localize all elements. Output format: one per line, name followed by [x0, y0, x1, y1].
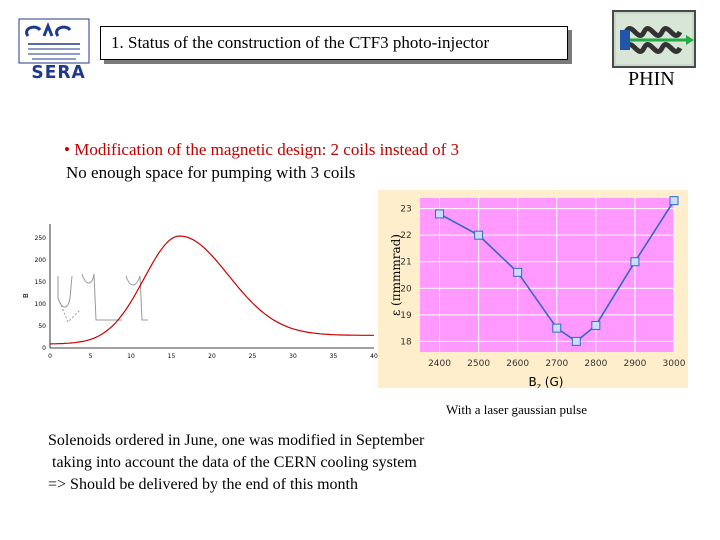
field-profile-curve	[50, 236, 374, 344]
y-tick-label: 19	[400, 310, 412, 321]
chart-caption: With a laser gaussian pulse	[446, 402, 587, 417]
field-x-tick-label: 10	[127, 353, 135, 360]
note-delivery: => Should be delivered by the end of this month	[48, 476, 358, 493]
phin-label: PHIN	[628, 68, 675, 90]
field-y-tick-label: 200	[34, 257, 46, 264]
emittance-chart	[378, 190, 688, 388]
field-x-tick-label: 25	[248, 353, 257, 360]
data-point	[670, 197, 678, 205]
field-x-tick-label: 20	[208, 353, 216, 360]
note-cooling: taking into account the data of the CERN cooling system	[48, 454, 417, 471]
field-y-tick-label: 250	[34, 235, 46, 242]
data-point	[514, 268, 522, 276]
y-tick-label: 21	[400, 257, 412, 268]
data-point	[592, 321, 600, 329]
field-y-tick-label: 0	[42, 345, 46, 352]
x-tick-label: 3000	[662, 359, 686, 369]
field-x-tick-label: 0	[48, 353, 52, 360]
bullet-pumping-space: No enough space for pumping with 3 coils	[66, 163, 356, 182]
note-ordered: Solenoids ordered in June, one was modified in September	[48, 432, 425, 449]
data-point	[475, 231, 483, 239]
x-tick-label: 2600	[506, 359, 530, 369]
x-axis-label: $B_z$ (G)	[528, 375, 564, 388]
sera-logo-text: SERA	[31, 62, 86, 83]
phin-logo	[612, 10, 696, 68]
x-tick-label: 2700	[545, 359, 569, 369]
plot-area	[420, 198, 674, 352]
lal-logo	[18, 18, 90, 64]
y-tick-label: 22	[400, 231, 412, 242]
field-x-tick-label: 5	[88, 353, 93, 360]
field-y-tick-label: 50	[38, 323, 46, 330]
field-x-tick-label: 40	[370, 353, 378, 360]
data-point	[631, 258, 639, 266]
field-profile-plot	[22, 214, 382, 384]
field-y-axis-label: B	[22, 293, 30, 298]
field-x-tick-label: 30	[289, 353, 297, 360]
y-axis-label: ε (πmmmrad)	[389, 234, 403, 316]
y-tick-label: 20	[400, 284, 412, 295]
slide-title: 1. Status of the construction of the CTF3 photo-injector	[111, 33, 490, 52]
y-tick-label: 23	[400, 204, 412, 215]
field-x-tick-label: 35	[329, 353, 338, 360]
field-y-tick-label: 100	[34, 301, 46, 308]
field-x-tick-label: 15	[167, 353, 176, 360]
field-y-tick-label: 150	[34, 279, 46, 286]
title-box	[100, 26, 568, 60]
x-tick-label: 2800	[584, 359, 608, 369]
x-tick-label: 2900	[623, 359, 647, 369]
data-point	[572, 337, 580, 345]
bullet-magnetic-design: • Modification of the magnetic design: 2 coils instead of 3	[64, 140, 459, 159]
y-tick-label: 18	[400, 337, 412, 348]
x-tick-label: 2500	[467, 359, 491, 369]
data-point	[553, 324, 561, 332]
x-tick-label: 2400	[428, 359, 451, 369]
data-point	[436, 210, 444, 218]
